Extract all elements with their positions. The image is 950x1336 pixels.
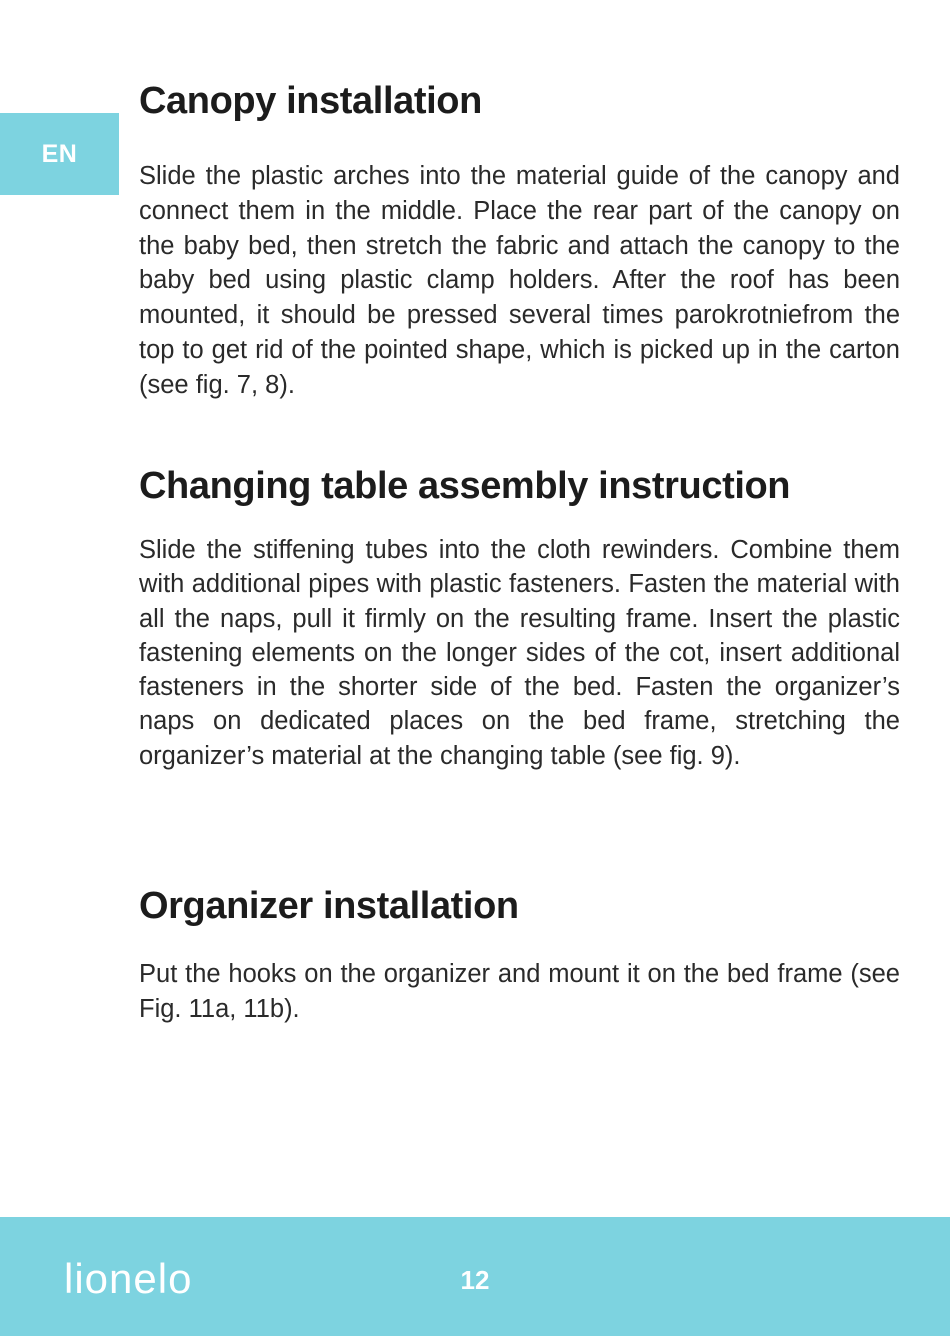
section-body: Slide the stiffening tubes into the cloth rewinders. Combine them with additional pipes with plastic fasteners. Fasten the material with all the naps, pull it firmly on the resulting frame. Insert the plastic fastening elements on the longer sides of the cot, insert additional fasteners in the shorter side of the bed. Fasten the organizer’s naps on dedicated places on the bed frame, stretching the organizer’s material at the changing table (see fig. 9). — [139, 536, 900, 770]
section-heading: Canopy installation — [139, 80, 482, 122]
brand-logo: lionelo — [64, 1255, 193, 1302]
section-canopy-installation — [139, 78, 900, 403]
page-number: 12 — [460, 1265, 490, 1295]
page-footer — [0, 1217, 950, 1336]
section-heading: Changing table assembly instruction — [139, 465, 791, 507]
section-organizer-installation — [139, 883, 900, 1027]
language-tab: EN — [0, 113, 119, 195]
section-body: Slide the plastic arches into the material guide of the canopy and connect them in the middle. Place the rear part of the canopy on the baby bed, then stretch the fabric and attach the canopy to the baby bed using plastic clamp holders. After the roof has been mounted, it should be pressed several times parokrotniefrom the top to get rid of the pointed shape, which is picked up in the carton (see fig. 7, 8). — [139, 162, 900, 399]
section-body: Put the hooks on the organizer and mount it on the bed frame (see Fig. 11a, 11b). — [139, 960, 900, 1023]
section-changing-table-assembly — [139, 463, 900, 773]
section-heading: Organizer installation — [139, 885, 519, 927]
